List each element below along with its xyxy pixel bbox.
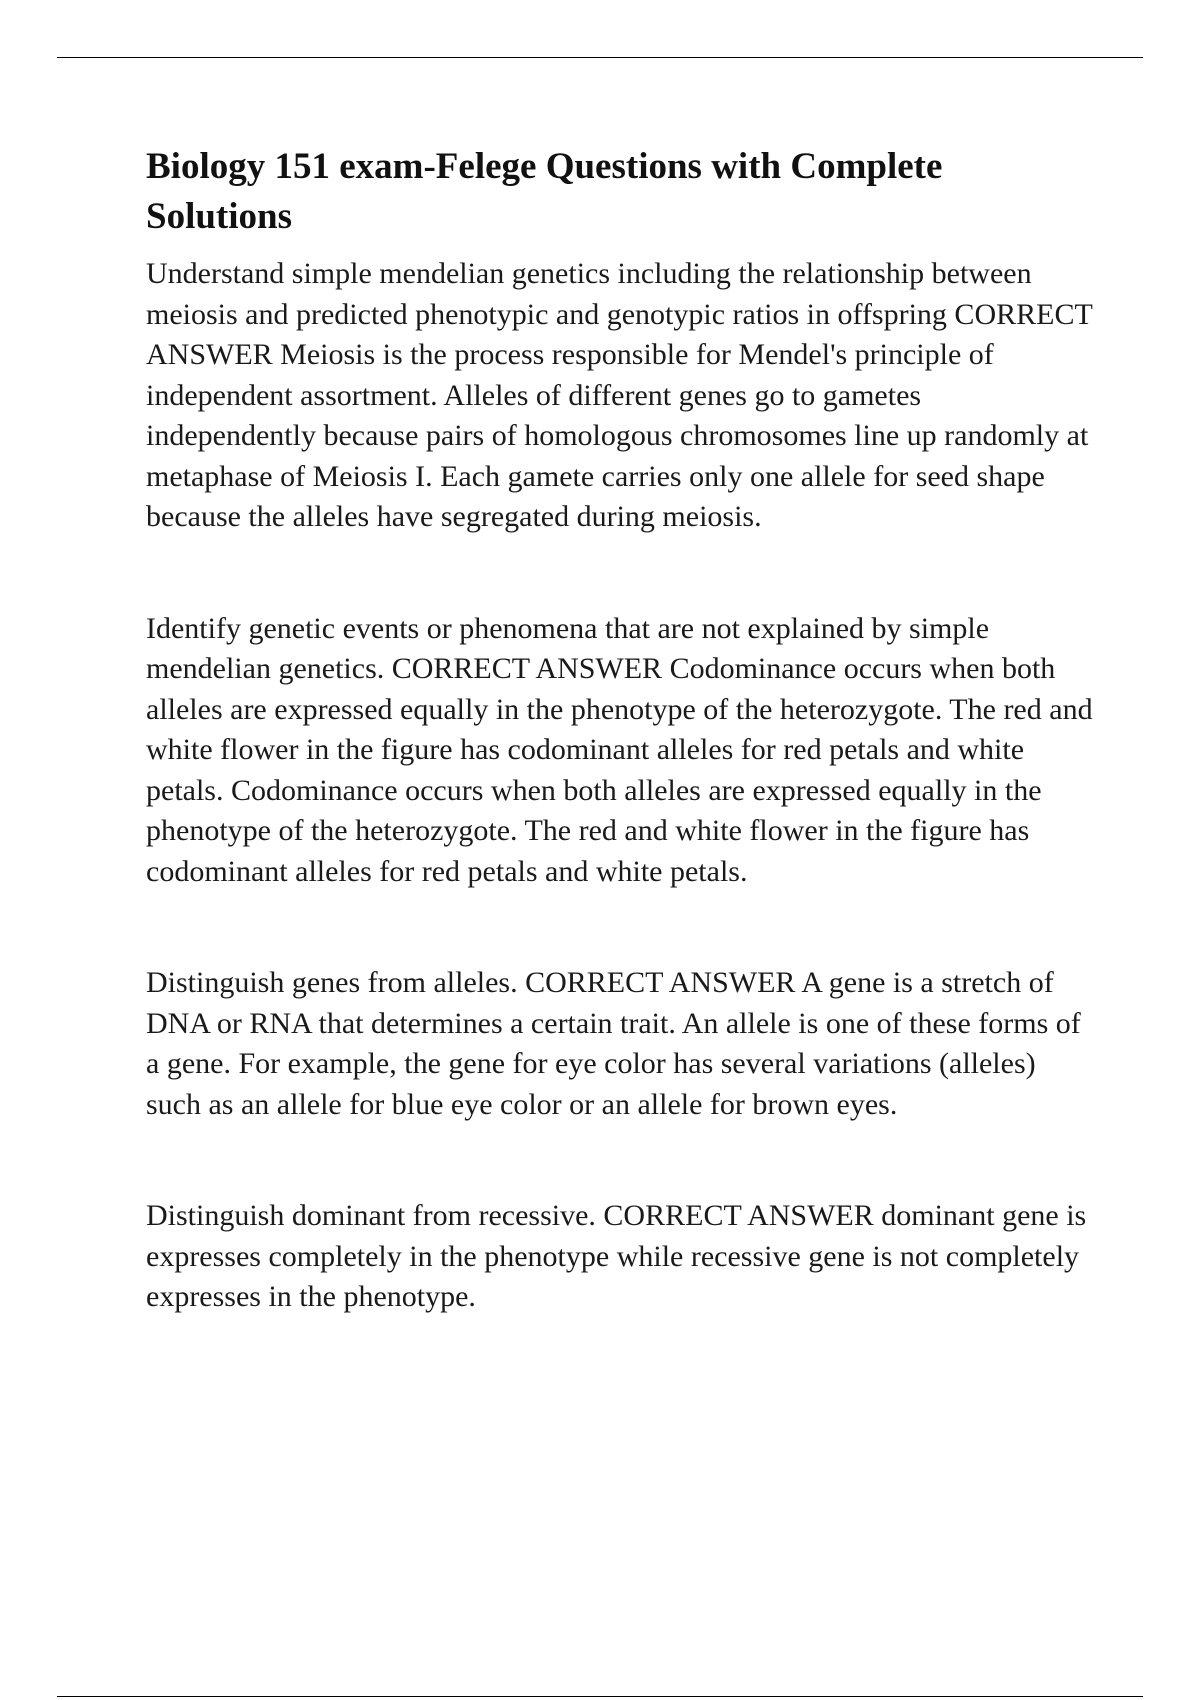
document-body [146,142,1096,1389]
header-rule [57,57,1143,58]
page-title: Biology 151 exam-Felege Questions with Complete Solutions [146,146,943,237]
qa-entry-4: Distinguish dominant from recessive. CORRECT ANSWER dominant gene is expresses completely in the phenotype while recessive gene is not completely expresses in the phenotype. [146,1199,1087,1313]
qa-entry-3: Distinguish genes from alleles. CORRECT ANSWER A gene is a stretch of DNA or RNA that determines a certain trait. An allele is one of these forms of a gene. For example, the gene for eye color has several variations (alleles) such as an allele for blue eye color or an allele for brown eyes. [146,966,1081,1121]
qa-entry-1: Understand simple mendelian genetics including the relationship between meiosis and predicted phenotypic and genotypic ratios in offspring CORRECT ANSWER Meiosis is the process responsible for Mendel's principle of independent assortment. Alleles of different genes go to gametes independently because pairs of homologous chromosomes line up randomly at metaphase of Meiosis I. Each gamete carries only one allele for seed shape because the alleles have segregated during meiosis. [146,257,1093,533]
qa-entry-2: Identify genetic events or phenomena that are not explained by simple mendelian genetics. CORRECT ANSWER Codominance occurs when both alleles are expressed equally in the phenotype of the heterozygote. The red and white flower in the figure has codominant alleles for red petals and white petals. Codominance occurs when both alleles are expressed equally in the phenotype of the heterozygote. The red and white flower in the figure has codominant alleles for red petals and white petals. [146,611,1093,888]
footer-rule [57,1696,1143,1697]
